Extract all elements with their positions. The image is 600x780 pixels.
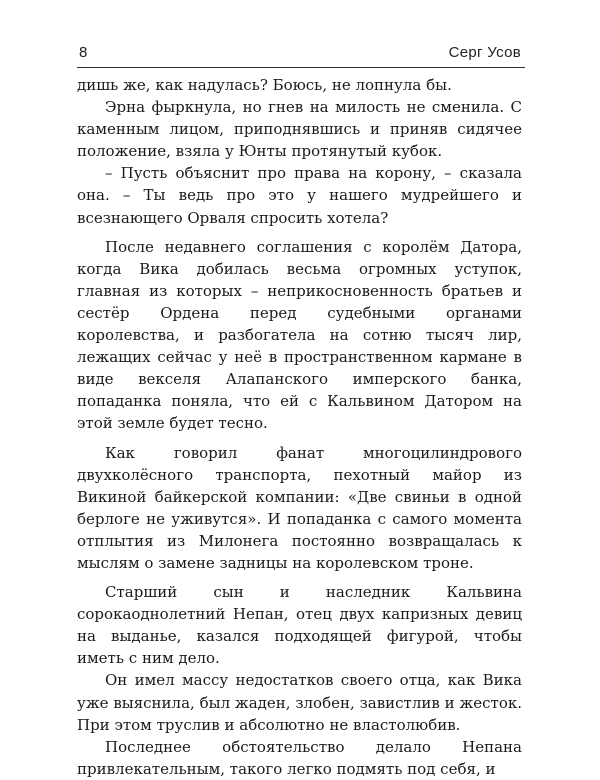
page-number: 8 [79, 44, 88, 61]
paragraph: дишь же, как надулась? Боюсь, не лопнула бы. [77, 76, 452, 94]
paragraph: – Пусть объяснит про права на корону, – сказала она. – Ты ведь про это у нашего мудрейшего и всезнающего Орваля спросить хотела? [77, 164, 522, 227]
running-title: Серг Усов [448, 44, 521, 61]
header-rule [77, 67, 525, 68]
paragraph: Он имел массу недостатков своего отца, как Вика уже выяснила, был жаден, злобен, завистлив и жесток. При этом труслив и абсолютно не властолюбив. [77, 671, 522, 734]
paragraph: Эрна фыркнула, но гнев на милость не сменила. С каменным лицом, приподнявшись и приняв сидячее положение, взяла у Юнты протянутый кубок. [77, 98, 522, 161]
paragraph: Как говорил фанат многоцилиндрового двухколёсного транспорта, пехотный майор из Викиной байкерской компании: «Две свиньи в одной берлоге не уживутся». И попаданка с самого момента отплытия из Милонега постоянно возвращалась к мыслям о замене задницы на королевском троне. [77, 443, 522, 572]
paragraph: Старший сын и наследник Кальвина сорокаоднолетний Непан, отец двух капризных девиц на выданье, казался подходящей фигурой, чтобы иметь с ним дело. [77, 583, 522, 668]
paragraph: После недавнего соглашения с королём Датора, когда Вика добилась весьма огромных уступок, главная из которых – неприкосновенность братьев и сестёр Ордена перед судебными органами королевства, и разбогатела на сотню тысяч лир, лежащих сейчас у неё в пространственном кармане в виде векселя Алапанского имперского банка, попаданка поняла, что ей с Кальвином Датором на этой земле будет тесно. [77, 237, 522, 433]
page-header [77, 42, 525, 66]
paragraph: Последнее обстоятельство делало Непана привлекательным, такого легко подмять под себя, и [77, 737, 522, 778]
body-text [77, 74, 522, 780]
